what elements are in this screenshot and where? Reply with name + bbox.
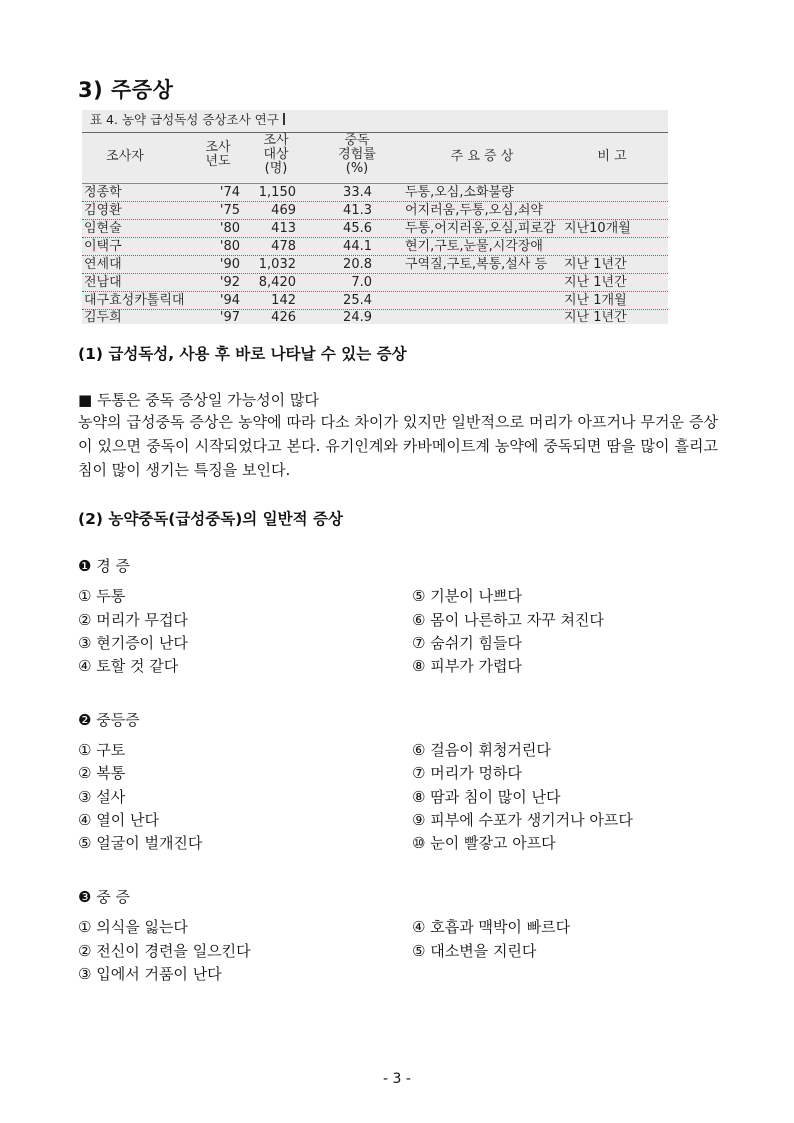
cell-subjects: 469	[271, 203, 296, 218]
cell-rate: 7.0	[351, 275, 372, 290]
table-row	[82, 292, 668, 309]
list-item: ② 머리가 무겁다	[78, 611, 188, 629]
header-year-line1: 조사	[205, 140, 231, 155]
table-row	[82, 238, 668, 255]
table-row	[82, 309, 668, 326]
cell-symptoms: 어지러움,두통,오심,쇠약	[405, 203, 543, 218]
list-item: ③ 현기증이 난다	[78, 634, 188, 652]
list-item: ⑤ 대소변을 지린다	[412, 942, 537, 960]
cell-researcher: 연세대	[84, 257, 122, 272]
cell-researcher: 전남대	[84, 275, 122, 290]
cell-year: '94	[219, 293, 240, 308]
cell-remarks: 지난 1년간	[564, 257, 627, 272]
list-item: ④ 토할 것 같다	[78, 657, 179, 675]
cell-rate: 24.9	[343, 310, 372, 325]
cell-researcher: 대구효성카톨릭대	[84, 293, 185, 308]
cell-remarks: 지난 1개월	[564, 293, 627, 308]
header-remarks: 비 고	[597, 149, 627, 164]
list-item: ④ 호흡과 맥박이 빠르다	[412, 918, 571, 936]
header-year	[198, 141, 238, 169]
table-row	[82, 202, 668, 219]
cell-year: '92	[219, 275, 240, 290]
header-subjects-line2: 대상	[263, 147, 289, 162]
cell-symptoms: 현기,구토,눈물,시각장애	[405, 239, 543, 254]
cell-symptoms: 구역질,구토,복통,설사 등	[405, 257, 548, 272]
section-title: 3) 주증상	[78, 78, 174, 102]
cell-year: '80	[219, 239, 240, 254]
body-paragraph: 농약의 급성중독 증상은 농약에 따라 다소 차이가 있지만 일반적으로 머리가 아프거나 무거운 증상이 있으면 중독이 시작되었다고 본다. 유기인계와 카바메이트계 농약에 중독되면 땀을 많이 흘리고 침이 많이 생기는 특징을 보인다.	[78, 413, 718, 479]
list-item: ② 전신이 경련을 일으킨다	[78, 942, 251, 960]
cell-rate: 41.3	[343, 203, 372, 218]
list-item: ⑤ 기분이 나쁘다	[412, 587, 522, 605]
list-item: ⑧ 피부가 가렵다	[412, 657, 522, 675]
list-item: ① 두통	[78, 587, 126, 605]
table-row	[82, 274, 668, 291]
cell-year: '97	[219, 310, 240, 325]
list-item: ⑧ 땀과 침이 많이 난다	[412, 788, 561, 806]
table-caption-text: 표 4. 농약 급성독성 증상조사 연구	[90, 112, 279, 127]
cell-rate: 45.6	[343, 221, 372, 236]
cell-rate: 25.4	[343, 293, 372, 308]
table-row	[82, 256, 668, 273]
cell-subjects: 142	[271, 293, 296, 308]
header-subjects	[254, 134, 298, 176]
group-title-moderate: ❷ 중등증	[78, 711, 140, 729]
list-item: ⑤ 얼굴이 벌개진다	[78, 834, 203, 852]
group-title-severe: ❸ 중 증	[78, 888, 130, 906]
cell-researcher: 김두희	[84, 310, 122, 325]
list-item: ① 구토	[78, 741, 126, 759]
header-year-line2: 년도	[205, 154, 231, 169]
cell-subjects: 1,150	[258, 185, 296, 200]
symptom-survey-table	[82, 110, 668, 324]
header-rate	[327, 134, 387, 176]
list-item: ⑦ 머리가 멍하다	[412, 764, 522, 782]
cell-researcher: 김영환	[84, 203, 122, 218]
list-item: ⑨ 피부에 수포가 생기거나 아프다	[412, 811, 633, 829]
cell-symptoms: 두통,오심,소화불량	[405, 185, 514, 200]
cell-subjects: 478	[271, 239, 296, 254]
header-subjects-line3: (명)	[264, 161, 288, 176]
cell-year: '90	[219, 257, 240, 272]
list-item: ⑥ 몸이 나른하고 자꾸 쳐진다	[412, 611, 604, 629]
cell-remarks: 지난 1년간	[564, 310, 627, 325]
cell-researcher: 이택구	[84, 239, 122, 254]
bullet-heading: ■ 두통은 중독 증상일 가능성이 많다	[78, 391, 319, 409]
header-subjects-line1: 조사	[263, 133, 289, 148]
cell-remarks: 지난 1년간	[564, 275, 627, 290]
cell-subjects: 8,420	[258, 275, 296, 290]
cell-researcher: 임현술	[84, 221, 122, 236]
cell-remarks: 지난10개월	[564, 221, 631, 236]
text-cursor-bar	[283, 113, 285, 125]
table-row	[82, 220, 668, 237]
cell-symptoms: 두통,어지러움,오심,피로감	[405, 221, 556, 236]
cell-year: '75	[219, 203, 240, 218]
subsection-title-general: (2) 농약중독(급성중독)의 일반적 증상	[78, 510, 343, 528]
cell-rate: 20.8	[343, 257, 372, 272]
group-title-mild: ❶ 경 증	[78, 557, 130, 575]
header-researcher: 조사자	[106, 149, 144, 164]
cell-rate: 44.1	[343, 239, 372, 254]
header-rate-line1: 중독	[344, 133, 370, 148]
page-number: - 3 -	[383, 1071, 411, 1087]
header-rate-line3: (%)	[345, 161, 369, 176]
list-item: ④ 열이 난다	[78, 811, 159, 829]
header-rate-line2: 경험률	[338, 147, 376, 162]
list-item: ② 복통	[78, 764, 126, 782]
cell-subjects: 413	[271, 221, 296, 236]
cell-year: '80	[219, 221, 240, 236]
list-item: ③ 설사	[78, 788, 126, 806]
list-item: ⑩ 눈이 빨갛고 아프다	[412, 834, 556, 852]
table-top-rule	[82, 132, 668, 133]
list-item: ⑥ 걸음이 휘청거린다	[412, 741, 551, 759]
table-caption	[90, 110, 285, 128]
list-item: ① 의식을 잃는다	[78, 918, 188, 936]
cell-year: '74	[219, 185, 240, 200]
cell-subjects: 1,032	[258, 257, 296, 272]
list-item: ⑦ 숨쉬기 힘들다	[412, 634, 522, 652]
list-item: ③ 입에서 거품이 난다	[78, 965, 222, 983]
cell-researcher: 정종학	[84, 185, 122, 200]
header-symptoms: 주 요 증 상	[450, 149, 514, 164]
cell-rate: 33.4	[343, 185, 372, 200]
table-row	[82, 184, 668, 201]
cell-subjects: 426	[271, 310, 296, 325]
subsection-title-acute: (1) 급성독성, 사용 후 바로 나타날 수 있는 증상	[78, 345, 407, 363]
